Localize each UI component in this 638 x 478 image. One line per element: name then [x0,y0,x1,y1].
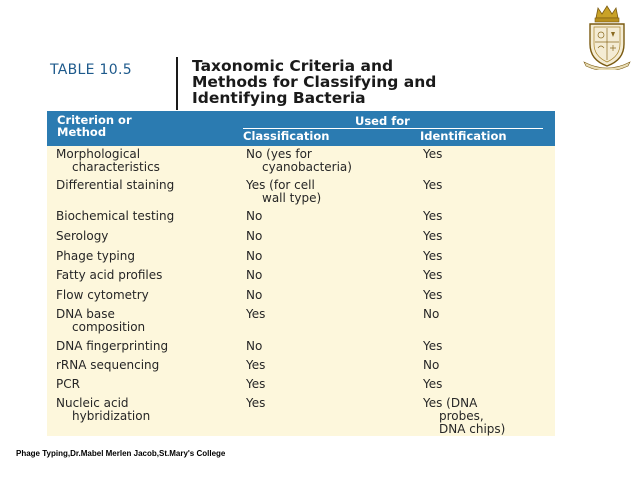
classification-cell-line: No (yes for [246,147,312,161]
title-line: Identifying Bacteria [192,89,366,107]
criterion-cell [56,340,241,353]
classification-cell [246,250,416,263]
identification-cell-line: Yes [423,377,443,391]
criterion-cell [56,289,241,302]
identification-cell [423,308,553,321]
identification-cell [423,269,553,282]
identification-cell [423,340,553,353]
classification-cell-line: No [246,209,263,223]
identification-cell [423,148,553,161]
identification-cell [423,230,553,243]
identification-cell-line: Yes [423,147,443,161]
criterion-cell-line: PCR [56,377,80,391]
classification-cell [246,148,416,174]
criterion-cell-line: Morphological [56,147,141,161]
criterion-cell [56,397,241,423]
criterion-cell [56,148,241,174]
classification-cell [246,378,416,391]
classification-cell-line: No [246,229,263,243]
classification-cell-line: Yes (for cell [246,178,315,192]
classification-cell [246,269,416,282]
criterion-cell [56,210,241,223]
classification-cell [246,179,416,205]
identification-cell [423,378,553,391]
identification-cell-line: Yes [423,249,443,263]
criterion-cell-line: Serology [56,229,109,243]
header-used-for: Used for [355,114,410,128]
header-criterion-line: Method [57,125,107,139]
header-criterion-line: Criterion or [57,113,132,127]
identification-cell-line: probes, [439,409,484,423]
criterion-cell-line: Biochemical testing [56,209,175,223]
criterion-cell-line: Nucleic acid [56,396,129,410]
classification-cell-line: cyanobacteria) [262,160,352,174]
classification-cell-line: Yes [246,307,266,321]
classification-cell-line: Yes [246,377,266,391]
header-criterion [57,114,132,138]
identification-cell-line: Yes [423,229,443,243]
criterion-cell-line: composition [72,320,146,334]
table-header [47,111,555,146]
criterion-cell-line: rRNA sequencing [56,358,160,372]
table-title [192,58,552,106]
identification-cell [423,179,553,192]
identification-cell [423,210,553,223]
classification-cell-line: Yes [246,396,266,410]
criterion-cell [56,179,241,192]
criterion-cell [56,269,241,282]
classification-cell [246,397,416,410]
classification-cell-line: No [246,288,263,302]
identification-cell-line: DNA chips) [439,422,506,436]
identification-cell-line: Yes [423,288,443,302]
title-line: Taxonomic Criteria and [192,57,394,75]
identification-cell [423,250,553,263]
identification-cell-line: Yes [423,339,443,353]
classification-cell-line: No [246,268,263,282]
criterion-cell-line: Fatty acid profiles [56,268,163,282]
criterion-cell [56,308,241,334]
identification-cell-line: Yes (DNA [423,396,478,410]
identification-cell-line: Yes [423,178,443,192]
classification-cell [246,340,416,353]
table-label: TABLE 10.5 [50,62,132,78]
criterion-cell-line: DNA base [56,307,115,321]
criterion-cell-line: DNA fingerprinting [56,339,169,353]
title-line: Methods for Classifying and [192,73,437,91]
taxonomic-criteria-table [47,111,555,436]
classification-cell-line: Yes [246,358,266,372]
identification-cell-line: No [423,358,440,372]
identification-cell [423,397,553,436]
criterion-cell-line: hybridization [72,409,151,423]
criterion-cell-line: Phage typing [56,249,135,263]
classification-cell [246,359,416,372]
classification-cell [246,308,416,321]
identification-cell [423,359,553,372]
identification-cell-line: Yes [423,268,443,282]
identification-cell-line: No [423,307,440,321]
identification-cell-line: Yes [423,209,443,223]
classification-cell [246,230,416,243]
college-crest-logo [582,4,632,70]
classification-cell-line: No [246,339,263,353]
criterion-cell [56,230,241,243]
classification-cell-line: wall type) [262,191,322,205]
criterion-cell [56,359,241,372]
footer-caption: Phage Typing,Dr.Mabel Merlen Jacob,St.Mary's College [16,449,226,458]
header-classification: Classification [243,129,330,143]
criterion-cell [56,378,241,391]
criterion-cell-line: Flow cytometry [56,288,149,302]
criterion-cell [56,250,241,263]
title-divider [176,57,178,110]
classification-cell-line: No [246,249,263,263]
criterion-cell-line: Differential staining [56,178,175,192]
classification-cell [246,210,416,223]
criterion-cell-line: characteristics [72,160,160,174]
identification-cell [423,289,553,302]
header-identification: Identification [420,129,507,143]
classification-cell [246,289,416,302]
